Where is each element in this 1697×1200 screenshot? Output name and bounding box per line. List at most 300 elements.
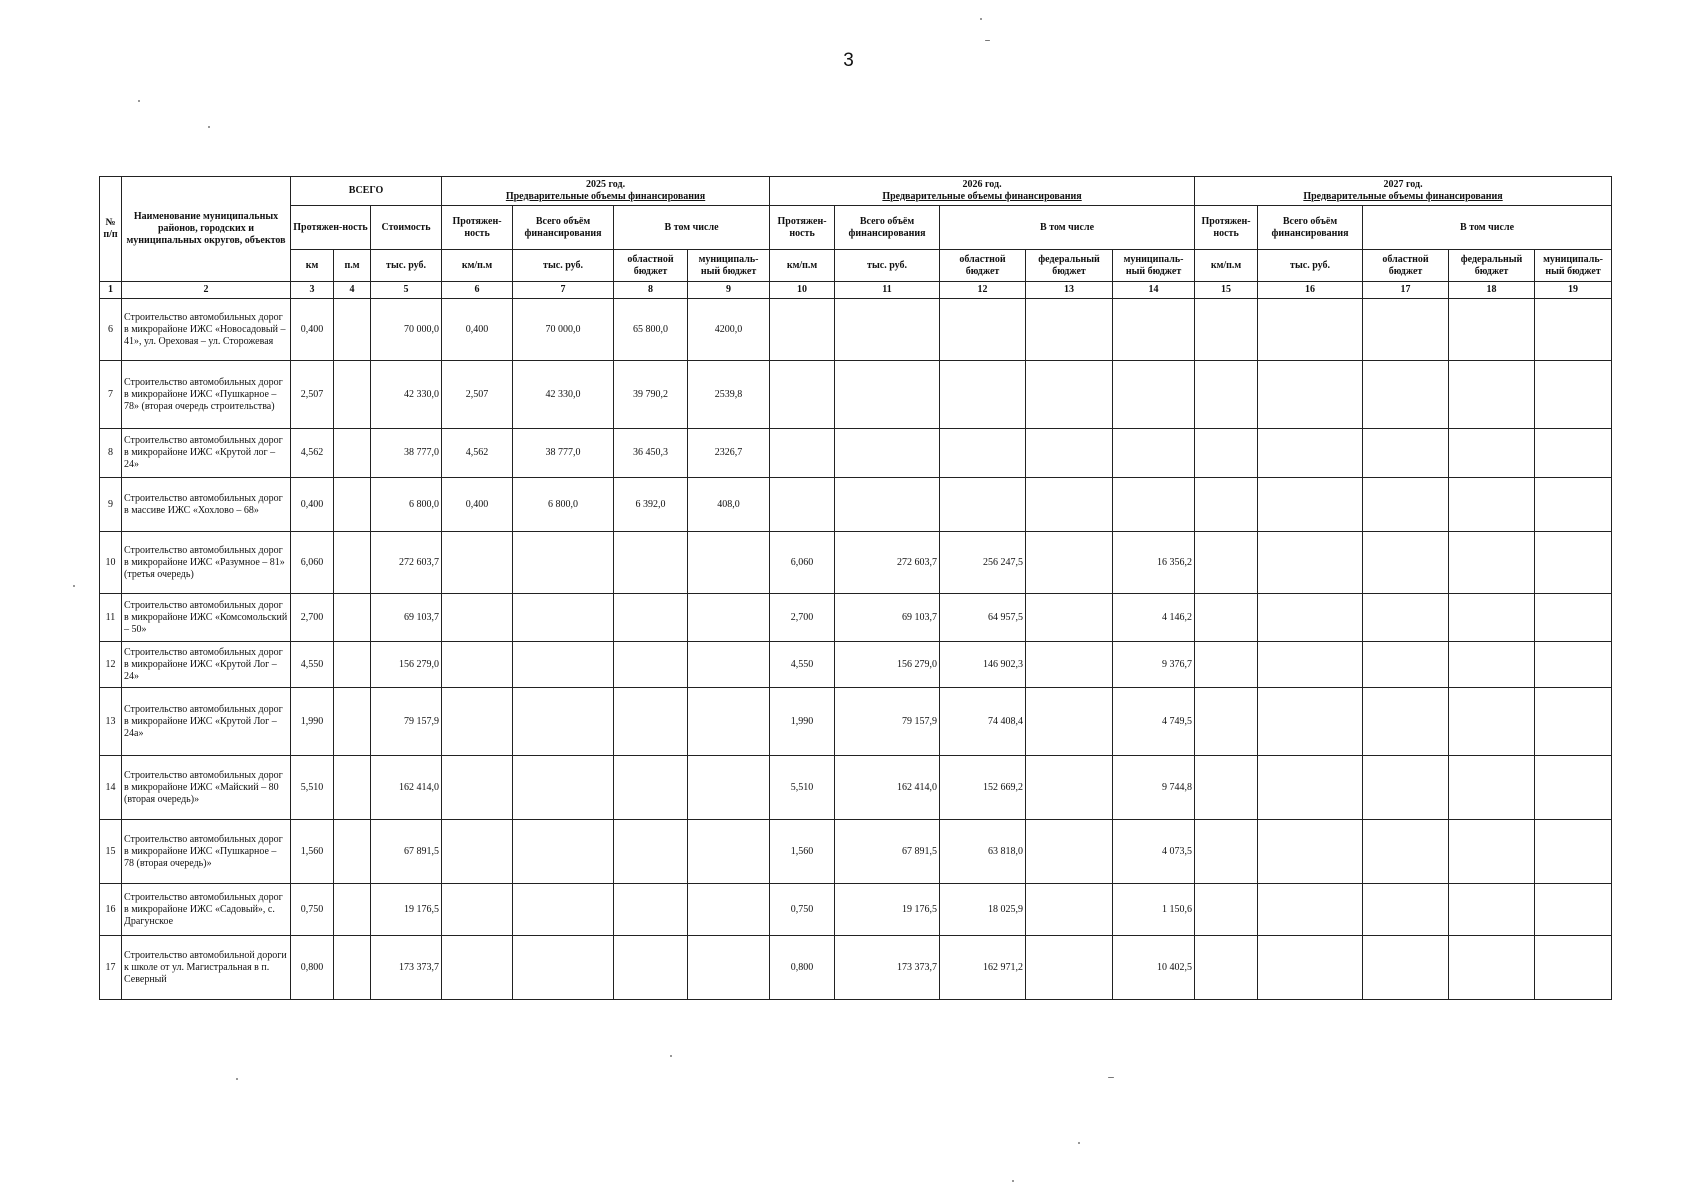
municipal-budget-2025 xyxy=(688,688,770,756)
total-cost: 70 000,0 xyxy=(371,299,442,361)
total-cost: 38 777,0 xyxy=(371,429,442,478)
total-financing-2026 xyxy=(835,429,940,478)
total-cost: 69 103,7 xyxy=(371,594,442,642)
length-2026 xyxy=(770,429,835,478)
total-length-km: 4,562 xyxy=(291,429,334,478)
length-2027 xyxy=(1195,756,1258,820)
total-cost: 6 800,0 xyxy=(371,478,442,532)
length-2027 xyxy=(1195,688,1258,756)
federal-budget-2026 xyxy=(1026,936,1113,1000)
federal-budget-2027 xyxy=(1449,532,1535,594)
regional-budget-2027 xyxy=(1363,688,1449,756)
total-financing-2025: 70 000,0 xyxy=(513,299,614,361)
row-number: 8 xyxy=(100,429,122,478)
federal-budget-2026 xyxy=(1026,594,1113,642)
municipal-budget-2025: 2539,8 xyxy=(688,361,770,429)
regional-budget-2027 xyxy=(1363,532,1449,594)
column-number: 14 xyxy=(1113,282,1195,299)
federal-budget-2026 xyxy=(1026,361,1113,429)
unit-2026-km-pm: км/п.м xyxy=(770,250,835,282)
prelim-2026-label: Предварительные объемы финансирования xyxy=(882,191,1082,202)
total-financing-2027 xyxy=(1258,532,1363,594)
length-2027 xyxy=(1195,820,1258,884)
header-2025 xyxy=(442,177,770,206)
regional-budget-2026 xyxy=(940,429,1026,478)
length-2026: 1,990 xyxy=(770,688,835,756)
federal-budget-2026 xyxy=(1026,299,1113,361)
row-number: 11 xyxy=(100,594,122,642)
row-number: 12 xyxy=(100,642,122,688)
regional-budget-2026 xyxy=(940,299,1026,361)
table-row xyxy=(100,688,1612,756)
municipal-budget-2026: 16 356,2 xyxy=(1113,532,1195,594)
header-2026-length: Протяжен-ность xyxy=(770,206,835,250)
column-number: 7 xyxy=(513,282,614,299)
total-length-km: 1,990 xyxy=(291,688,334,756)
total-length-pm xyxy=(334,688,371,756)
regional-budget-2025: 6 392,0 xyxy=(614,478,688,532)
length-2025: 0,400 xyxy=(442,478,513,532)
federal-budget-2027 xyxy=(1449,299,1535,361)
municipal-budget-2026: 1 150,6 xyxy=(1113,884,1195,936)
header-2027-municipal: муниципаль-ный бюджет xyxy=(1535,250,1612,282)
total-length-km: 6,060 xyxy=(291,532,334,594)
total-financing-2027 xyxy=(1258,478,1363,532)
header-2025-length: Протяжен-ность xyxy=(442,206,513,250)
municipal-budget-2027 xyxy=(1535,299,1612,361)
regional-budget-2025: 39 790,2 xyxy=(614,361,688,429)
regional-budget-2027 xyxy=(1363,756,1449,820)
object-name: Строительство автомобильной дороги к школе от ул. Магистральная в п. Северный xyxy=(122,936,291,1000)
municipal-budget-2027 xyxy=(1535,478,1612,532)
total-financing-2027 xyxy=(1258,642,1363,688)
regional-budget-2026: 146 902,3 xyxy=(940,642,1026,688)
scan-speck xyxy=(73,585,75,587)
total-financing-2025: 38 777,0 xyxy=(513,429,614,478)
total-financing-2027 xyxy=(1258,820,1363,884)
federal-budget-2026 xyxy=(1026,478,1113,532)
municipal-budget-2027 xyxy=(1535,429,1612,478)
length-2025: 0,400 xyxy=(442,299,513,361)
municipal-budget-2026 xyxy=(1113,299,1195,361)
length-2025 xyxy=(442,532,513,594)
municipal-budget-2026: 4 146,2 xyxy=(1113,594,1195,642)
total-financing-2027 xyxy=(1258,756,1363,820)
regional-budget-2027 xyxy=(1363,299,1449,361)
length-2027 xyxy=(1195,478,1258,532)
scan-speck xyxy=(1108,1077,1114,1078)
column-number: 1 xyxy=(100,282,122,299)
federal-budget-2027 xyxy=(1449,361,1535,429)
table-row xyxy=(100,820,1612,884)
table-row xyxy=(100,429,1612,478)
column-number: 2 xyxy=(122,282,291,299)
column-number: 6 xyxy=(442,282,513,299)
length-2027 xyxy=(1195,532,1258,594)
year-2026-label: 2026 год. xyxy=(962,179,1002,190)
length-2025 xyxy=(442,884,513,936)
total-length-km: 0,750 xyxy=(291,884,334,936)
unit-2026-thousand-rub: тыс. руб. xyxy=(835,250,940,282)
scan-speck xyxy=(138,100,140,102)
federal-budget-2026 xyxy=(1026,820,1113,884)
total-financing-2027 xyxy=(1258,361,1363,429)
federal-budget-2026 xyxy=(1026,532,1113,594)
regional-budget-2025: 65 800,0 xyxy=(614,299,688,361)
length-2026: 0,800 xyxy=(770,936,835,1000)
column-number: 4 xyxy=(334,282,371,299)
length-2026 xyxy=(770,478,835,532)
municipal-budget-2027 xyxy=(1535,688,1612,756)
length-2026: 2,700 xyxy=(770,594,835,642)
scan-speck xyxy=(208,126,210,128)
length-2027 xyxy=(1195,594,1258,642)
length-2027 xyxy=(1195,642,1258,688)
length-2025 xyxy=(442,642,513,688)
total-financing-2025 xyxy=(513,594,614,642)
length-2025 xyxy=(442,594,513,642)
table-row xyxy=(100,594,1612,642)
column-number: 10 xyxy=(770,282,835,299)
regional-budget-2026: 162 971,2 xyxy=(940,936,1026,1000)
unit-total-thousand-rub: тыс. руб. xyxy=(371,250,442,282)
total-financing-2027 xyxy=(1258,884,1363,936)
federal-budget-2026 xyxy=(1026,884,1113,936)
regional-budget-2025 xyxy=(614,532,688,594)
length-2025 xyxy=(442,820,513,884)
row-number: 7 xyxy=(100,361,122,429)
object-name: Строительство автомобильных дорог в массиве ИЖС «Хохлово – 68» xyxy=(122,478,291,532)
municipal-budget-2027 xyxy=(1535,594,1612,642)
object-name: Строительство автомобильных дорог в микрорайоне ИЖС «Пушкарное – 78 (вторая очередь)» xyxy=(122,820,291,884)
municipal-budget-2025: 4200,0 xyxy=(688,299,770,361)
municipal-budget-2026 xyxy=(1113,478,1195,532)
row-number: 16 xyxy=(100,884,122,936)
header-2026-federal: федеральный бюджет xyxy=(1026,250,1113,282)
table-body xyxy=(100,299,1612,1000)
total-length-pm xyxy=(334,936,371,1000)
row-number: 6 xyxy=(100,299,122,361)
total-financing-2026: 156 279,0 xyxy=(835,642,940,688)
total-financing-2027 xyxy=(1258,299,1363,361)
total-length-km: 4,550 xyxy=(291,642,334,688)
column-number: 13 xyxy=(1026,282,1113,299)
municipal-budget-2027 xyxy=(1535,361,1612,429)
scan-speck xyxy=(236,1078,238,1080)
total-length-km: 0,400 xyxy=(291,299,334,361)
length-2025 xyxy=(442,756,513,820)
header-2027-regional: областной бюджет xyxy=(1363,250,1449,282)
regional-budget-2027 xyxy=(1363,429,1449,478)
total-financing-2027 xyxy=(1258,936,1363,1000)
object-name: Строительство автомобильных дорог в микрорайоне ИЖС «Комсомольский – 50» xyxy=(122,594,291,642)
federal-budget-2027 xyxy=(1449,820,1535,884)
regional-budget-2025 xyxy=(614,688,688,756)
total-financing-2026: 162 414,0 xyxy=(835,756,940,820)
regional-budget-2025 xyxy=(614,594,688,642)
header-2025-total-financing: Всего объём финансирования xyxy=(513,206,614,250)
header-2026-regional: областной бюджет xyxy=(940,250,1026,282)
object-name: Строительство автомобильных дорог в микрорайоне ИЖС «Новосадовый – 41», ул. Ореховая – ул. Сторожевая xyxy=(122,299,291,361)
total-financing-2026: 79 157,9 xyxy=(835,688,940,756)
federal-budget-2027 xyxy=(1449,884,1535,936)
federal-budget-2027 xyxy=(1449,642,1535,688)
municipal-budget-2025 xyxy=(688,642,770,688)
total-length-km: 2,507 xyxy=(291,361,334,429)
total-financing-2027 xyxy=(1258,429,1363,478)
total-length-km: 2,700 xyxy=(291,594,334,642)
unit-pm: п.м xyxy=(334,250,371,282)
regional-budget-2025: 36 450,3 xyxy=(614,429,688,478)
municipal-budget-2026: 4 073,5 xyxy=(1113,820,1195,884)
scan-speck xyxy=(670,1055,672,1057)
object-name: Строительство автомобильных дорог в микрорайоне ИЖС «Пушкарное – 78» (вторая очередь строительства) xyxy=(122,361,291,429)
scan-speck xyxy=(980,18,982,20)
total-length-pm xyxy=(334,820,371,884)
federal-budget-2026 xyxy=(1026,688,1113,756)
municipal-budget-2025 xyxy=(688,820,770,884)
total-length-pm xyxy=(334,594,371,642)
total-financing-2025 xyxy=(513,688,614,756)
length-2027 xyxy=(1195,361,1258,429)
table-row xyxy=(100,884,1612,936)
federal-budget-2027 xyxy=(1449,936,1535,1000)
municipal-budget-2027 xyxy=(1535,642,1612,688)
regional-budget-2025 xyxy=(614,884,688,936)
federal-budget-2026 xyxy=(1026,642,1113,688)
header-total-cost: Стоимость xyxy=(371,206,442,250)
unit-2027-km-pm: км/п.м xyxy=(1195,250,1258,282)
column-numbers-row xyxy=(100,282,1612,299)
federal-budget-2027 xyxy=(1449,756,1535,820)
column-number: 5 xyxy=(371,282,442,299)
total-financing-2027 xyxy=(1258,594,1363,642)
total-cost: 67 891,5 xyxy=(371,820,442,884)
municipal-budget-2026: 9 376,7 xyxy=(1113,642,1195,688)
table-row xyxy=(100,532,1612,594)
year-2027-label: 2027 год. xyxy=(1383,179,1423,190)
table-row xyxy=(100,299,1612,361)
total-cost: 156 279,0 xyxy=(371,642,442,688)
total-financing-2025 xyxy=(513,642,614,688)
total-length-km: 1,560 xyxy=(291,820,334,884)
municipal-budget-2025 xyxy=(688,756,770,820)
row-number: 15 xyxy=(100,820,122,884)
header-2026-including: В том числе xyxy=(940,206,1195,250)
total-cost: 272 603,7 xyxy=(371,532,442,594)
total-cost: 162 414,0 xyxy=(371,756,442,820)
total-financing-2026 xyxy=(835,361,940,429)
column-number: 12 xyxy=(940,282,1026,299)
object-name: Строительство автомобильных дорог в микрорайоне ИЖС «Садовый», с. Драгунское xyxy=(122,884,291,936)
municipal-budget-2027 xyxy=(1535,532,1612,594)
municipal-budget-2025: 2326,7 xyxy=(688,429,770,478)
total-length-pm xyxy=(334,756,371,820)
total-cost: 42 330,0 xyxy=(371,361,442,429)
total-financing-2026 xyxy=(835,478,940,532)
regional-budget-2027 xyxy=(1363,884,1449,936)
length-2025: 4,562 xyxy=(442,429,513,478)
regional-budget-2026: 152 669,2 xyxy=(940,756,1026,820)
header-2027-including: В том числе xyxy=(1363,206,1612,250)
year-2025-label: 2025 год. xyxy=(586,179,626,190)
length-2025 xyxy=(442,688,513,756)
total-financing-2025 xyxy=(513,756,614,820)
total-financing-2026: 67 891,5 xyxy=(835,820,940,884)
total-length-km: 5,510 xyxy=(291,756,334,820)
object-name: Строительство автомобильных дорог в микрорайоне ИЖС «Разумное – 81» (третья очередь) xyxy=(122,532,291,594)
municipal-budget-2026 xyxy=(1113,429,1195,478)
header-2027-federal: федеральный бюджет xyxy=(1449,250,1535,282)
total-length-pm xyxy=(334,532,371,594)
prelim-2027-label: Предварительные объемы финансирования xyxy=(1303,191,1503,202)
table-row xyxy=(100,936,1612,1000)
total-financing-2026: 69 103,7 xyxy=(835,594,940,642)
length-2025: 2,507 xyxy=(442,361,513,429)
regional-budget-2026: 64 957,5 xyxy=(940,594,1026,642)
column-number: 11 xyxy=(835,282,940,299)
header-2027 xyxy=(1195,177,1612,206)
length-2026: 0,750 xyxy=(770,884,835,936)
object-name: Строительство автомобильных дорог в микрорайоне ИЖС «Крутой Лог – 24» xyxy=(122,642,291,688)
header-object-name: Наименование муниципальных районов, городских и муниципальных округов, объектов xyxy=(122,177,291,282)
scan-speck xyxy=(1012,1180,1014,1182)
header-total-length: Протяжен-ность xyxy=(291,206,371,250)
municipal-budget-2025 xyxy=(688,884,770,936)
header-2026-municipal: муниципаль-ный бюджет xyxy=(1113,250,1195,282)
regional-budget-2026: 256 247,5 xyxy=(940,532,1026,594)
header-2026 xyxy=(770,177,1195,206)
regional-budget-2026 xyxy=(940,361,1026,429)
length-2026: 1,560 xyxy=(770,820,835,884)
header-2025-regional: областной бюджет xyxy=(614,250,688,282)
total-length-pm xyxy=(334,361,371,429)
total-financing-2026: 173 373,7 xyxy=(835,936,940,1000)
total-length-pm xyxy=(334,429,371,478)
municipal-budget-2025 xyxy=(688,936,770,1000)
total-financing-2025 xyxy=(513,884,614,936)
municipal-budget-2027 xyxy=(1535,756,1612,820)
length-2027 xyxy=(1195,299,1258,361)
unit-2027-thousand-rub: тыс. руб. xyxy=(1258,250,1363,282)
municipal-budget-2026: 4 749,5 xyxy=(1113,688,1195,756)
total-financing-2026: 19 176,5 xyxy=(835,884,940,936)
regional-budget-2027 xyxy=(1363,936,1449,1000)
column-number: 8 xyxy=(614,282,688,299)
total-length-pm xyxy=(334,642,371,688)
total-financing-2025 xyxy=(513,532,614,594)
header-2027-length: Протяжен-ность xyxy=(1195,206,1258,250)
scan-speck xyxy=(1078,1142,1080,1144)
total-financing-2025 xyxy=(513,936,614,1000)
object-name: Строительство автомобильных дорог в микрорайоне ИЖС «Крутой лог – 24» xyxy=(122,429,291,478)
length-2027 xyxy=(1195,936,1258,1000)
unit-2025-thousand-rub: тыс. руб. xyxy=(513,250,614,282)
financing-table xyxy=(99,176,1612,1000)
header-2026-total-financing: Всего объём финансирования xyxy=(835,206,940,250)
unit-2025-km-pm: км/п.м xyxy=(442,250,513,282)
column-number: 19 xyxy=(1535,282,1612,299)
length-2026: 5,510 xyxy=(770,756,835,820)
header-2025-including: В том числе xyxy=(614,206,770,250)
row-number: 14 xyxy=(100,756,122,820)
regional-budget-2027 xyxy=(1363,361,1449,429)
unit-km: км xyxy=(291,250,334,282)
municipal-budget-2026: 9 744,8 xyxy=(1113,756,1195,820)
table-row xyxy=(100,642,1612,688)
column-number: 17 xyxy=(1363,282,1449,299)
regional-budget-2026 xyxy=(940,478,1026,532)
regional-budget-2025 xyxy=(614,756,688,820)
municipal-budget-2027 xyxy=(1535,884,1612,936)
header-total: ВСЕГО xyxy=(291,177,442,206)
municipal-budget-2027 xyxy=(1535,820,1612,884)
header-2025-municipal: муниципаль-ный бюджет xyxy=(688,250,770,282)
table-row xyxy=(100,756,1612,820)
regional-budget-2026: 74 408,4 xyxy=(940,688,1026,756)
scan-speck xyxy=(985,40,990,41)
regional-budget-2025 xyxy=(614,820,688,884)
total-financing-2025: 6 800,0 xyxy=(513,478,614,532)
regional-budget-2026: 63 818,0 xyxy=(940,820,1026,884)
length-2027 xyxy=(1195,884,1258,936)
total-length-km: 0,800 xyxy=(291,936,334,1000)
length-2026 xyxy=(770,299,835,361)
federal-budget-2027 xyxy=(1449,594,1535,642)
regional-budget-2025 xyxy=(614,642,688,688)
column-number: 18 xyxy=(1449,282,1535,299)
total-cost: 173 373,7 xyxy=(371,936,442,1000)
municipal-budget-2026 xyxy=(1113,361,1195,429)
total-financing-2026 xyxy=(835,299,940,361)
table-row xyxy=(100,478,1612,532)
header-no: № п/п xyxy=(100,177,122,282)
length-2026: 4,550 xyxy=(770,642,835,688)
total-financing-2026: 272 603,7 xyxy=(835,532,940,594)
regional-budget-2027 xyxy=(1363,478,1449,532)
total-length-pm xyxy=(334,478,371,532)
row-number: 17 xyxy=(100,936,122,1000)
length-2026: 6,060 xyxy=(770,532,835,594)
row-number: 13 xyxy=(100,688,122,756)
regional-budget-2027 xyxy=(1363,642,1449,688)
total-financing-2025 xyxy=(513,820,614,884)
column-number: 3 xyxy=(291,282,334,299)
total-cost: 19 176,5 xyxy=(371,884,442,936)
column-number: 16 xyxy=(1258,282,1363,299)
federal-budget-2027 xyxy=(1449,429,1535,478)
length-2027 xyxy=(1195,429,1258,478)
column-number: 15 xyxy=(1195,282,1258,299)
municipal-budget-2025: 408,0 xyxy=(688,478,770,532)
length-2026 xyxy=(770,361,835,429)
object-name: Строительство автомобильных дорог в микрорайоне ИЖС «Майский – 80 (вторая очередь)» xyxy=(122,756,291,820)
federal-budget-2027 xyxy=(1449,688,1535,756)
municipal-budget-2026: 10 402,5 xyxy=(1113,936,1195,1000)
row-number: 10 xyxy=(100,532,122,594)
municipal-budget-2027 xyxy=(1535,936,1612,1000)
regional-budget-2026: 18 025,9 xyxy=(940,884,1026,936)
regional-budget-2025 xyxy=(614,936,688,1000)
header-2027-total-financing: Всего объём финансирования xyxy=(1258,206,1363,250)
federal-budget-2026 xyxy=(1026,756,1113,820)
table-row xyxy=(100,361,1612,429)
column-number: 9 xyxy=(688,282,770,299)
object-name: Строительство автомобильных дорог в микрорайоне ИЖС «Крутой Лог – 24а» xyxy=(122,688,291,756)
federal-budget-2026 xyxy=(1026,429,1113,478)
regional-budget-2027 xyxy=(1363,594,1449,642)
federal-budget-2027 xyxy=(1449,478,1535,532)
